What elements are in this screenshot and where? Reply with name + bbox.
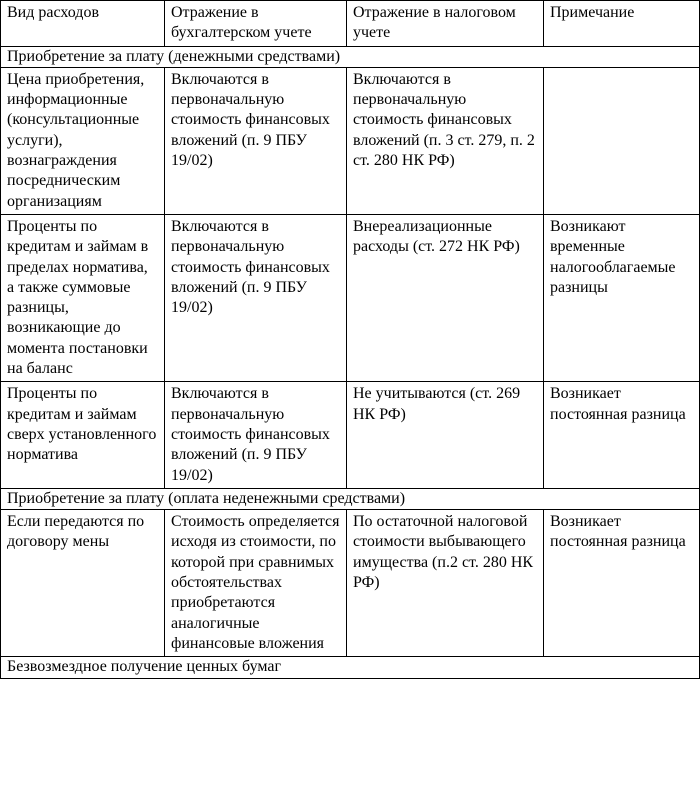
cell-tax: По остаточной налоговой стоимости выбывающего имущества (п.2 ст. 280 НК РФ) — [347, 510, 544, 657]
section-row — [1, 488, 700, 509]
cell-expense-type: Цена приобретения, информационные (консультационные услуги), вознаграждения посредническим организациям — [1, 67, 165, 214]
section-row — [1, 657, 700, 678]
section-row — [1, 46, 700, 67]
cell-note: Возникают временные налогооблагаемые разницы — [544, 214, 700, 381]
cell-expense-type: Проценты по кредитам и займам сверх установленного норматива — [1, 382, 165, 488]
cell-tax: Не учитываются (ст. 269 НК РФ) — [347, 382, 544, 488]
cell-note: Возникает постоянная разница — [544, 382, 700, 488]
section-title: Приобретение за плату (денежными средствами) — [1, 46, 700, 67]
cell-tax: Включаются в первоначальную стоимость финансовых вложений (п. 3 ст. 279, п. 2 ст. 280 НК РФ) — [347, 67, 544, 214]
table-row — [1, 67, 700, 214]
cell-expense-type: Если передаются по договору мены — [1, 510, 165, 657]
cell-accounting: Стоимость определяется исходя из стоимости, по которой при сравнимых обстоятельствах приобретаются аналогичные финансовые вложения — [165, 510, 347, 657]
header-note: Примечание — [544, 1, 700, 47]
cell-tax: Внереализационные расходы (ст. 272 НК РФ) — [347, 214, 544, 381]
cell-accounting: Включаются в первоначальную стоимость финансовых вложений (п. 9 ПБУ 19/02) — [165, 382, 347, 488]
cell-accounting: Включаются в первоначальную стоимость финансовых вложений (п. 9 ПБУ 19/02) — [165, 67, 347, 214]
header-tax: Отражение в налоговом учете — [347, 1, 544, 47]
cell-expense-type: Проценты по кредитам и займам в пределах норматива, а также суммовые разницы, возникающие до момента постановки на баланс — [1, 214, 165, 381]
header-accounting: Отражение в бухгалтерском учете — [165, 1, 347, 47]
table-row — [1, 510, 700, 657]
section-title: Приобретение за плату (оплата неденежными средствами) — [1, 488, 700, 509]
table-header-row — [1, 1, 700, 47]
table-row — [1, 214, 700, 381]
table-row — [1, 382, 700, 488]
cell-accounting: Включаются в первоначальную стоимость финансовых вложений (п. 9 ПБУ 19/02) — [165, 214, 347, 381]
section-title: Безвозмездное получение ценных бумаг — [1, 657, 700, 678]
cell-note: Возникает постоянная разница — [544, 510, 700, 657]
header-expense-type: Вид расходов — [1, 1, 165, 47]
cell-note — [544, 67, 700, 214]
